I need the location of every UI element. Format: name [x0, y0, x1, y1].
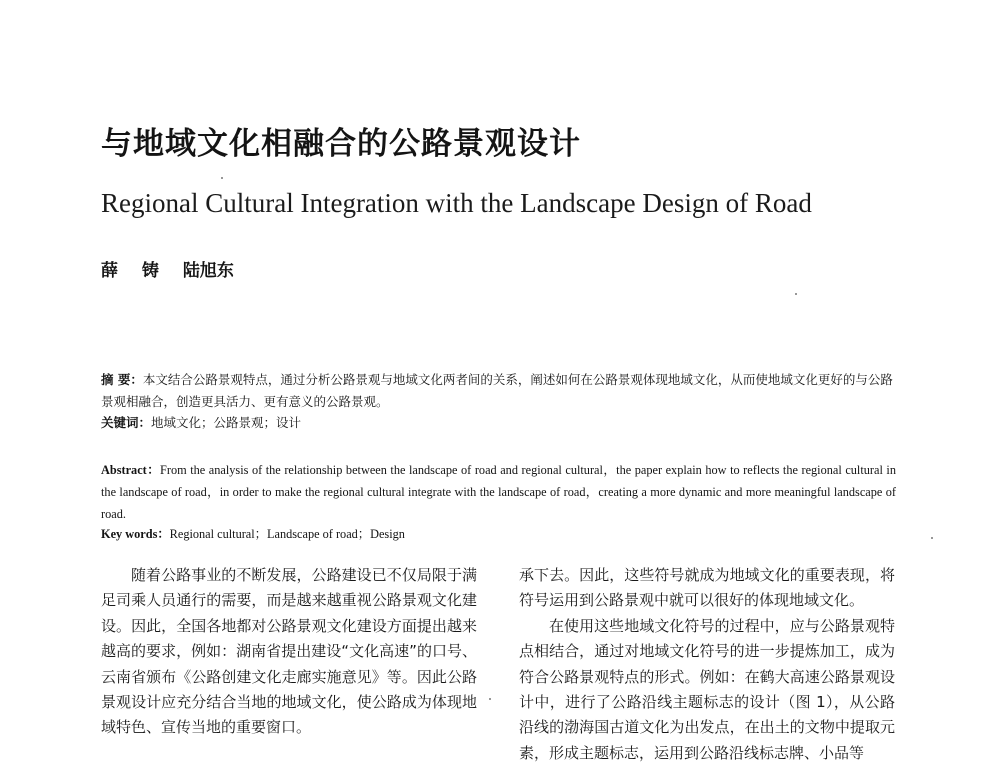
paper-title-chinese: 与地域文化相融合的公路景观设计 — [101, 126, 581, 162]
authors: 薛 铸 陆旭东 — [101, 261, 234, 281]
body-paragraph: 随着公路事业的不断发展，公路建设已不仅局限于满足司乘人员通行的需要，而是越来越重视公路景观文化建设。因此，全国各地都对公路景观文化建设方面提出越来越高的要求，例如：湖南省提出建设“文化高速”的口号、云南省颁布《公路创建文化走廊实施意见》等。因此公路景观设计应充分结合当地的地域文化，使公路成为体现地域特色、宣传当地的重要窗口。 — [101, 566, 477, 737]
keywords-chinese-text: 地域文化；公路景观；设计 — [151, 415, 302, 430]
abstract-chinese — [101, 369, 897, 413]
keywords-english-label: Key words： — [101, 527, 170, 541]
body-column-right — [519, 563, 895, 766]
abstract-english — [101, 459, 896, 525]
paper-title-english: Regional Cultural Integration with the Landscape Design of Road — [101, 188, 812, 218]
keywords-english — [101, 524, 405, 542]
abstract-english-label: Abstract： — [101, 463, 161, 477]
body-column-left — [101, 563, 477, 741]
abstract-chinese-text: 本文结合公路景观特点，通过分析公路景观与地域文化两者间的关系，阐述如何在公路景观体现地域文化，从而使地域文化更好的与公路景观相融合，创造更具活力、更有意义的公路景观。 — [101, 372, 893, 409]
keywords-chinese — [101, 413, 301, 431]
scan-speck — [931, 537, 933, 539]
abstract-english-text: From the analysis of the relationship between the landscape of road and regional cultural，the paper explain how to reflects the regional cultural in the landscape of road，in order to make the regional cultural integrate with the landscape of road，creating a more dynamic and more meaningful landscape of road. — [101, 463, 896, 521]
abstract-chinese-label: 摘 要： — [101, 372, 143, 387]
body-paragraph: 承下去。因此，这些符号就成为地域文化的重要表现，将符号运用到公路景观中就可以很好的体现地域文化。 — [519, 566, 895, 610]
keywords-english-text: Regional cultural；Landscape of road；Design — [169, 527, 405, 541]
scan-speck — [489, 698, 491, 700]
scan-speck — [221, 177, 223, 179]
keywords-chinese-label: 关键词： — [101, 415, 152, 430]
body-paragraph: 在使用这些地域文化符号的过程中，应与公路景观特点相结合，通过对地域文化符号的进一步提炼加工，成为符合公路景观特点的形式。例如：在鹤大高速公路景观设计中，进行了公路沿线主题标志的设计（图 1），从公路沿线的渤海国古道文化为出发点，在出土的文物中提取元素，形成主题标志，运用到公路沿线标志牌、小品等 — [519, 616, 895, 762]
scan-speck — [795, 293, 797, 295]
